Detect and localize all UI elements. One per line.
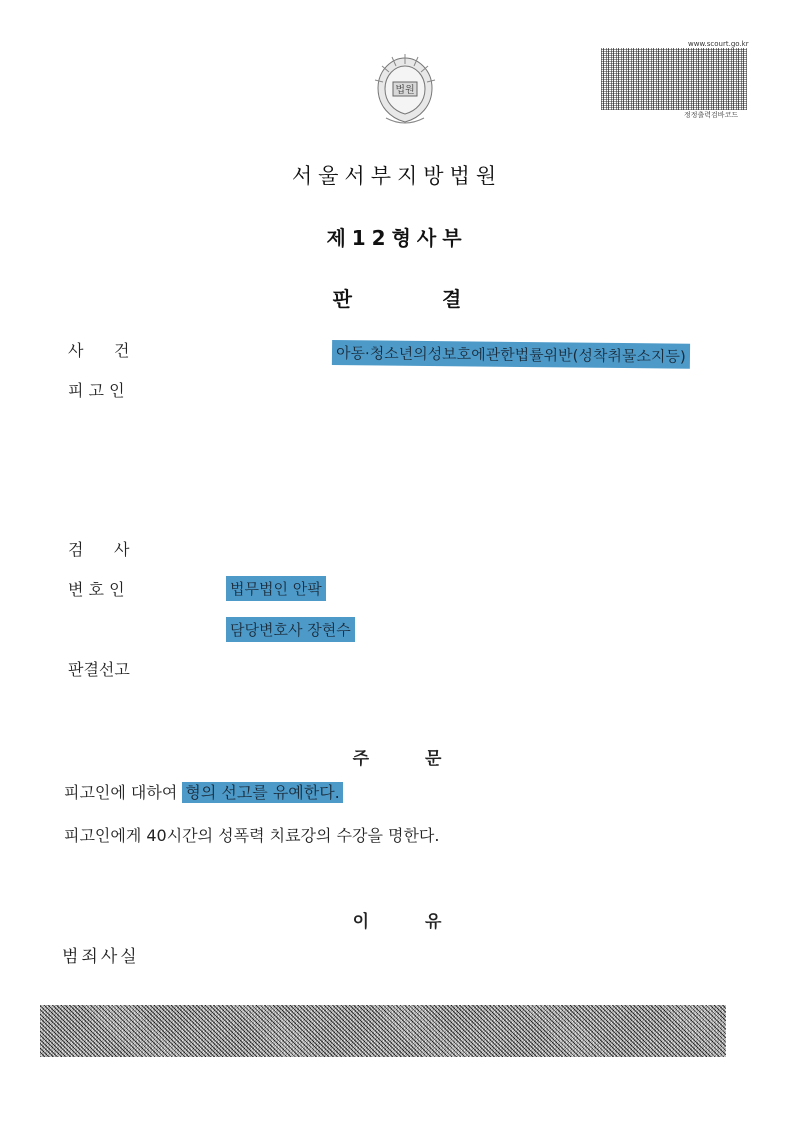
- order-line-1-highlight: 형의 선고를 유예한다.: [182, 782, 342, 803]
- verdict-date-label: 판결선고: [68, 660, 130, 679]
- document-title: [0, 283, 794, 312]
- barcode-url: www.scourt.go.kr: [688, 40, 749, 48]
- verification-barcode: [601, 48, 747, 110]
- order-line-1: [64, 780, 343, 803]
- reasons-title-left: 이: [352, 912, 369, 932]
- barcode-label: 정정출력검바코드: [684, 111, 739, 119]
- order-line-1-prefix: 피고인에 대하여: [64, 783, 183, 802]
- document-title-right: 결: [442, 287, 462, 311]
- court-emblem: [372, 52, 438, 130]
- division-name: 제12형사부: [326, 226, 468, 250]
- document-title-left: 판: [332, 287, 352, 311]
- criminal-facts-heading: 범죄사실: [62, 947, 140, 967]
- redacted-block: [40, 1005, 726, 1057]
- counsel-label: 변 호 인: [68, 580, 125, 599]
- reasons-title-right: 유: [425, 912, 442, 932]
- order-line-2: 피고인에게 40시간의 성폭력 치료강의 수강을 명한다.: [64, 826, 440, 845]
- case-label: 사 건: [68, 341, 130, 360]
- counsel-firm: 법무법인 안팍: [226, 576, 326, 601]
- case-value: 아동·청소년의성보호에관한법률위반(성착취물소지등): [332, 340, 690, 369]
- order-title-left: 주: [352, 749, 369, 769]
- prosecutor-label: 검 사: [68, 540, 130, 559]
- court-name: 서울서부지방법원: [291, 164, 503, 188]
- reasons-section-title: [0, 907, 794, 932]
- order-section-title: [0, 744, 794, 769]
- emblem-text: 법원: [395, 85, 415, 96]
- defendant-label: 피 고 인: [68, 381, 125, 400]
- order-title-right: 문: [425, 749, 442, 769]
- counsel-attorney: 담당변호사 장현수: [226, 617, 355, 642]
